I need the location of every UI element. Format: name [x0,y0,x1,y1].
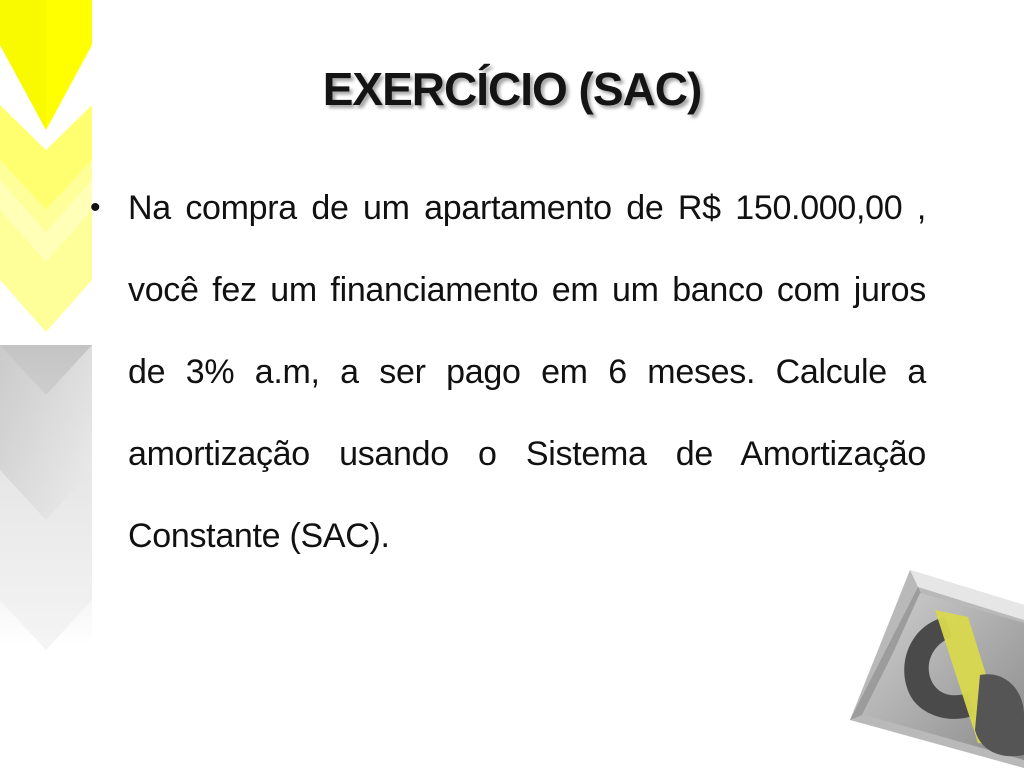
bullet-text: Na compra de um apartamento de R$ 150.000,00 , você fez um financiamento em um banco com juros de 3% a.m, a ser pago em 6 meses. Calcule a amortização usando o Sistema de Amortização Constante (SAC). [128,189,926,555]
cube-logo-icon [840,565,1024,768]
slide-title: EXERCÍCIO (SAC) [322,63,702,115]
bullet-marker: • [90,191,101,224]
slide-content [90,167,926,577]
bullet-item [90,167,926,577]
